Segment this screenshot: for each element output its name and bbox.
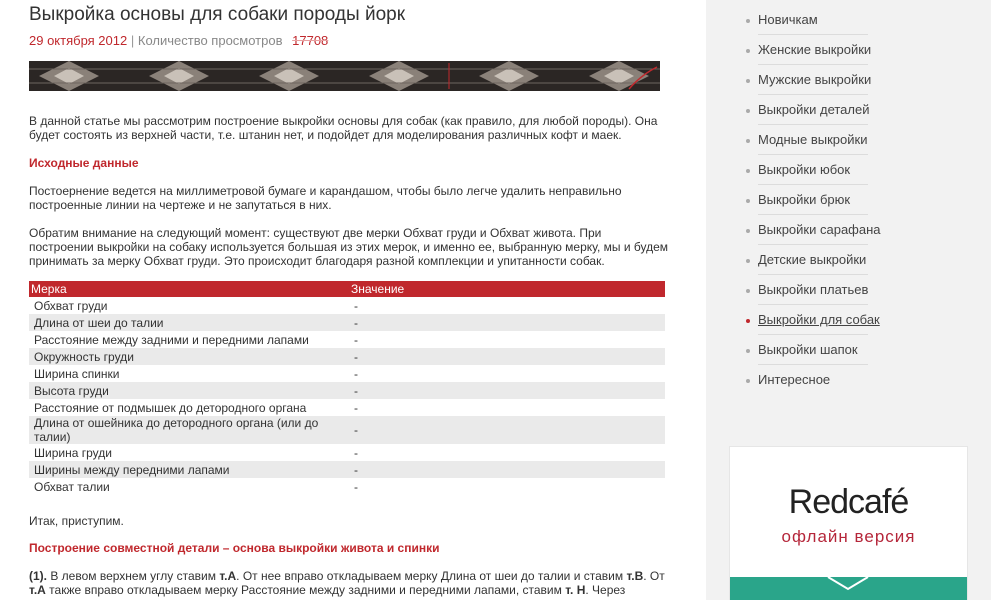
bullet-icon (746, 319, 750, 323)
sidebar-link[interactable]: Выкройки платьев (758, 282, 869, 297)
measure-name: Обхват груди (34, 298, 108, 313)
measure-value: - (349, 314, 665, 331)
measure-value: - (349, 416, 665, 444)
column-header-value: Значение (349, 281, 665, 297)
point-n: т. Н (565, 583, 586, 597)
table-row (29, 478, 665, 495)
point-v: т.В (626, 569, 644, 583)
divider (758, 124, 868, 125)
measurements-table (29, 281, 665, 495)
paragraph-step-1: (1). В левом верхнем углу ставим т.А. От нее вправо откладываем мерку Длина от шеи до талии и ставим т.В. От т.А также вправо откладываем мерку Расстояние между задними и передними лапами, ставим т. Н. Через (29, 569, 665, 597)
step-number: (1). (29, 569, 47, 583)
measure-name: Обхват талии (34, 479, 110, 494)
sidebar-link[interactable]: Выкройки шапок (758, 342, 858, 357)
table-header-row (29, 281, 665, 297)
divider (758, 184, 868, 185)
bullet-icon (746, 199, 750, 203)
bullet-icon (746, 229, 750, 233)
redcafe-offline-ad[interactable] (730, 447, 967, 600)
sidebar-link[interactable]: Выкройки деталей (758, 102, 870, 117)
table-row (29, 331, 665, 348)
bullet-icon (746, 349, 750, 353)
measure-name: Ширины между передними лапами (29, 461, 349, 478)
bullet-icon (746, 49, 750, 53)
ad-decorative-band (730, 577, 967, 600)
bullet-icon (746, 169, 750, 173)
measure-name: Расстояние между задними и передними лапами (34, 332, 309, 347)
sidebar-link[interactable]: Мужские выкройки (758, 72, 872, 87)
table-row (29, 461, 665, 478)
divider (758, 304, 868, 305)
table-row (29, 416, 665, 444)
measure-name: Длина от шеи до талии (29, 314, 349, 331)
sidebar-link[interactable]: Детские выкройки (758, 252, 867, 267)
paragraph-lets-start: Итак, приступим. (29, 514, 124, 528)
measure-name: Длина от ошейника до детородного органа (или до талии) (29, 416, 349, 444)
paragraph-paper: Постоернение ведется на миллиметровой бумаге и карандашом, чтобы было легче удалить неправильно построенные линии на чертеже и не запутаться в них. (29, 184, 622, 212)
measure-name: Расстояние от подмышек до детородного органа (34, 400, 307, 415)
table-row (29, 365, 665, 382)
divider (758, 214, 868, 215)
measure-name: Окружность груди (29, 348, 349, 365)
sidebar-link[interactable]: Модные выкройки (758, 132, 868, 147)
intro-paragraph: В данной статье мы рассмотрим построение выкройки основы для собак (как правило, для любой породы). Она будет состоять из верхней части, т.е. штанин нет, и подойдет для моделирования различных кофт и маек. (29, 114, 658, 142)
measure-value: - (349, 461, 665, 478)
section-heading-construction: Построение совместной детали – основа выкройки живота и спинки (29, 541, 440, 555)
measure-value: - (354, 445, 358, 460)
bullet-icon (746, 79, 750, 83)
measure-value: - (349, 348, 665, 365)
article-meta (29, 33, 328, 48)
bullet-icon (746, 379, 750, 383)
views-label: Количество просмотров (137, 33, 283, 48)
article-banner-image (29, 61, 660, 91)
measure-name: Ширина груди (34, 445, 112, 460)
sidebar-link[interactable]: Выкройки сарафана (758, 222, 881, 237)
measure-value: - (354, 298, 358, 313)
redcafe-logo: Redcafé (788, 483, 909, 521)
measure-value: - (349, 382, 665, 399)
measure-value: - (354, 479, 358, 494)
divider (758, 274, 868, 275)
point-a: т.А (219, 569, 237, 583)
measure-name: Высота груди (29, 382, 349, 399)
divider (758, 364, 868, 365)
divider (758, 334, 868, 335)
divider (758, 34, 868, 35)
divider (758, 154, 868, 155)
ad-subtitle: офлайн версия (781, 527, 916, 546)
sidebar-link[interactable]: Интересное (758, 372, 831, 387)
table-row (29, 444, 665, 461)
divider (758, 94, 868, 95)
meta-separator: | (130, 33, 135, 48)
views-count: 17708 (292, 33, 329, 48)
section-heading-source-data: Исходные данные (29, 156, 139, 170)
paragraph-measurements-note: Обратим внимание на следующий момент: существуют две мерки Обхват груди и Обхват живота. При построении выкройки на собаку используется большая из этих мерок, и именно ее, выбранную мерку, мы и будем принимать за мерку Обхват груди. Это происходит благодаря разной комплекции и упитанности собак. (29, 226, 669, 268)
divider (758, 64, 868, 65)
bullet-icon (746, 19, 750, 23)
measure-name: Ширина спинки (34, 366, 120, 381)
post-date: 29 октября 2012 (29, 33, 128, 48)
bullet-icon (746, 109, 750, 113)
measure-value: - (354, 366, 358, 381)
sidebar-link[interactable]: Женские выкройки (758, 42, 872, 57)
table-row (29, 348, 665, 365)
measure-value: - (354, 400, 358, 415)
sidebar-link[interactable]: Выкройки брюк (758, 192, 851, 207)
bullet-icon (746, 139, 750, 143)
table-row (29, 382, 665, 399)
table-row (29, 314, 665, 331)
divider (758, 244, 868, 245)
sidebar-link[interactable]: Новичкам (758, 12, 818, 27)
sidebar-link[interactable]: Выкройки юбок (758, 162, 851, 177)
column-header-measure: Мерка (29, 281, 349, 297)
page-title: Выкройка основы для собаки породы йорк (29, 4, 406, 25)
measure-value: - (354, 332, 358, 347)
table-row (29, 399, 665, 416)
point-a: т.А (29, 583, 46, 597)
bullet-icon (746, 259, 750, 263)
table-row (29, 297, 665, 314)
sidebar-link[interactable]: Выкройки для собак (758, 312, 880, 327)
bullet-icon (746, 289, 750, 293)
